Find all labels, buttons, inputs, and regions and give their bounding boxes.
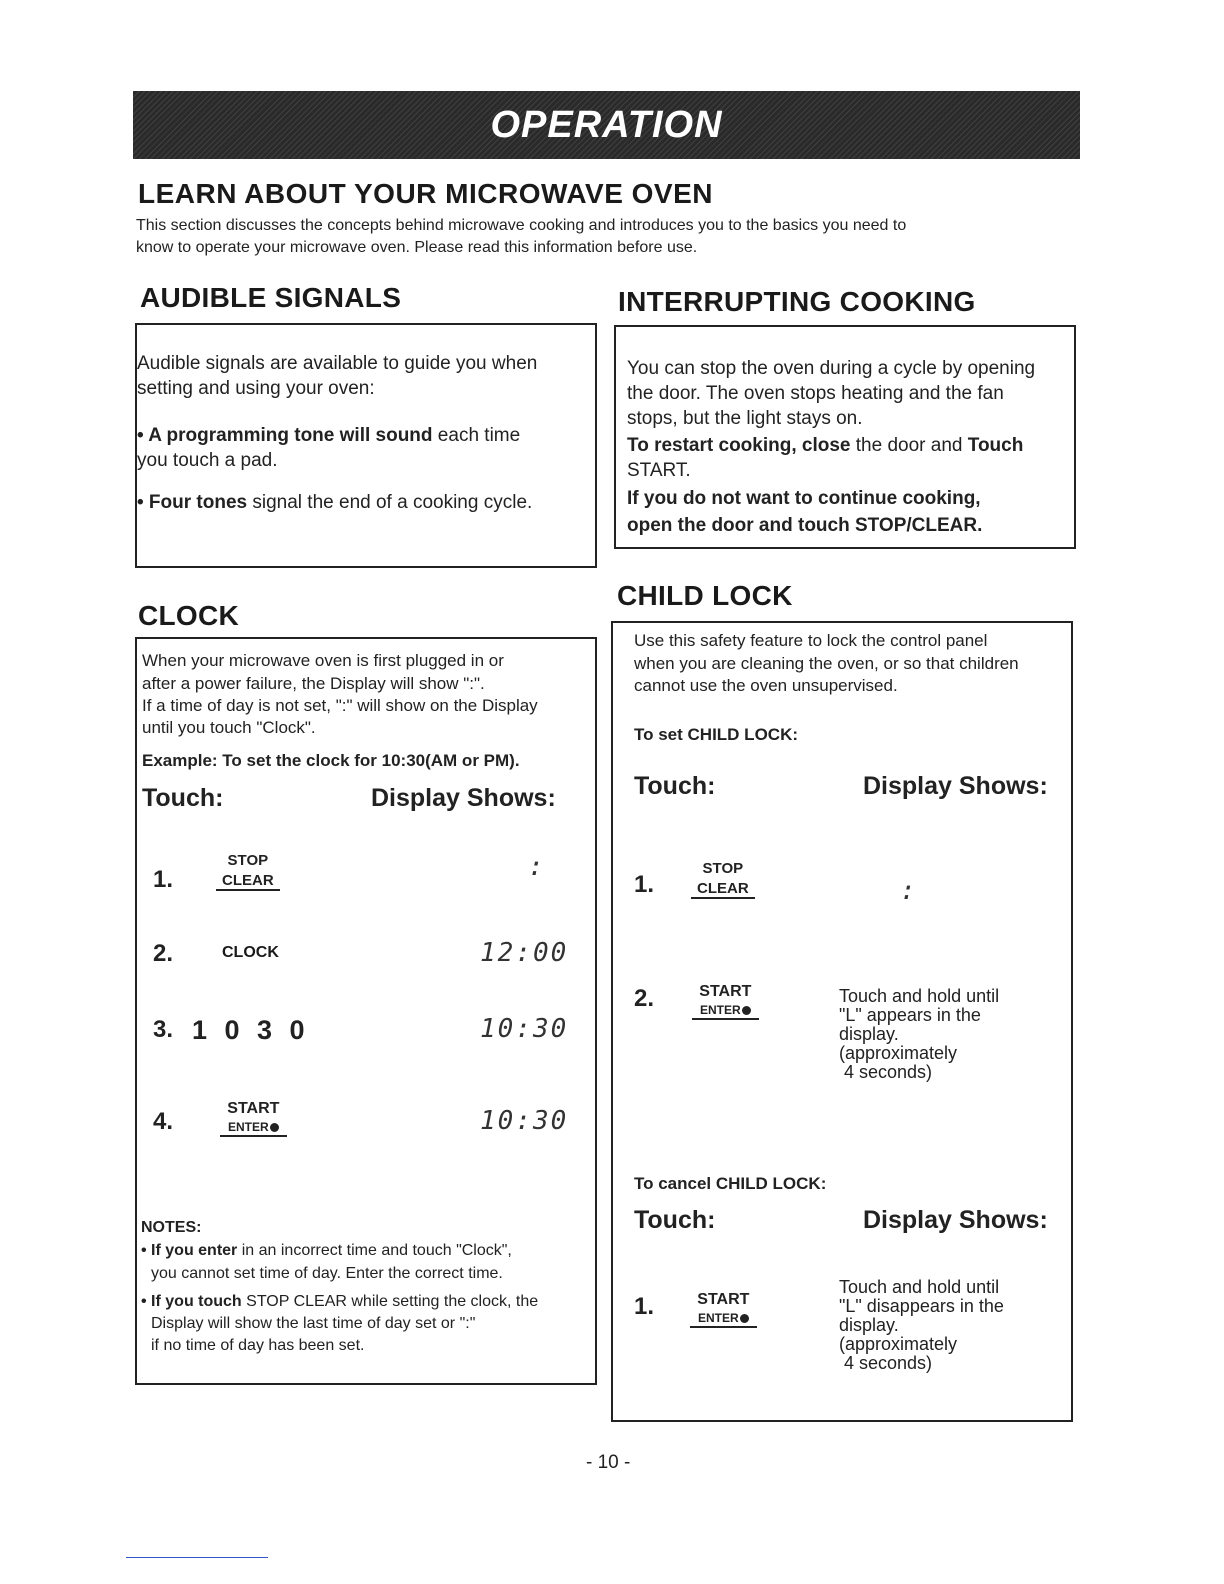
stop-label: STOP	[702, 860, 744, 877]
audible-bullet-2-bold: • Four tones	[137, 492, 248, 513]
audible-heading: AUDIBLE SIGNALS	[140, 282, 402, 313]
child-lock-heading: CHILD LOCK	[617, 580, 793, 611]
child-lock-intro-1: Use this safety feature to lock the control panel	[634, 631, 988, 650]
child-lock-cancel-touch-label: Touch:	[634, 1206, 716, 1234]
set-hold-line-5: 4 seconds)	[839, 1062, 933, 1082]
restart-touch: Touch	[967, 435, 1024, 456]
set-hold-line-4: (approximately	[839, 1043, 958, 1063]
child-lock-set-step-1-display: :	[900, 876, 918, 906]
child-lock-cancel-step-1-instructions	[839, 1278, 1004, 1373]
interrupting-line-3: stops, but the light stays on.	[627, 408, 863, 429]
child-lock-set-step-2-number: 2.	[634, 985, 655, 1012]
audible-bullet-1-rest: each time	[432, 425, 521, 446]
clock-step-3-digits: 1 0 3 0	[192, 1015, 305, 1045]
enter-label: ENTER	[698, 1311, 739, 1325]
clock-example: Example: To set the clock for 10:30(AM or PM).	[142, 751, 520, 770]
clock-step-3-number: 3.	[153, 1016, 174, 1043]
child-lock-set-start-enter-pad	[692, 983, 759, 1020]
note-2-line-3: if no time of day has been set.	[151, 1337, 365, 1354]
clear-label: CLEAR	[216, 872, 280, 891]
interrupting-cancel-line-1: If you do not want to continue cooking,	[627, 488, 981, 509]
set-hold-line-1: Touch and hold until	[839, 986, 1000, 1006]
clock-step-1-display: :	[528, 852, 546, 882]
clock-step-4-start-enter-pad	[220, 1100, 287, 1137]
clear-label: CLEAR	[691, 880, 755, 899]
note-2-line-2: Display will show the last time of day set or ":"	[151, 1315, 476, 1332]
cancel-hold-line-1: Touch and hold until	[839, 1277, 1000, 1297]
child-lock-display-label: Display Shows:	[863, 772, 1048, 800]
child-lock-set-step-1-number: 1.	[634, 871, 655, 898]
child-lock-set-stop-clear-pad	[691, 859, 755, 899]
enter-label: ENTER	[700, 1003, 741, 1017]
learn-intro-line-1: This section discusses the concepts behind microwave cooking and introduces you to the basics you need to	[136, 217, 907, 234]
lock-icon	[740, 1314, 749, 1323]
clock-step-2-number: 2.	[153, 940, 174, 967]
enter-label: ENTER	[228, 1120, 269, 1134]
child-lock-set-label: To set CHILD LOCK:	[634, 725, 799, 744]
child-lock-cancel-label: To cancel CHILD LOCK:	[634, 1174, 827, 1193]
start-label: START	[227, 1100, 280, 1117]
interrupting-line-2: the door. The oven stops heating and the fan	[627, 383, 1004, 404]
set-hold-line-2: "L" appears in the	[839, 1005, 981, 1025]
clock-step-4-display: 10:30	[480, 1106, 569, 1136]
child-lock-touch-label: Touch:	[634, 772, 716, 800]
clock-intro-3: If a time of day is not set, ":" will show on the Display	[142, 696, 538, 715]
audible-line-1: Audible signals are available to guide you when	[137, 353, 538, 374]
audible-bullet-1-bold: • A programming tone will sound	[137, 425, 433, 446]
child-lock-cancel-start-enter-pad	[690, 1291, 757, 1328]
clock-touch-label: Touch:	[142, 784, 224, 812]
cancel-hold-line-2: "L" disappears in the	[839, 1296, 1004, 1316]
note-1-bold: • If you enter	[141, 1242, 238, 1259]
learn-intro-line-2: know to operate your microwave oven. Please read this information before use.	[136, 239, 698, 256]
start-label: START	[699, 983, 752, 1000]
lock-icon	[742, 1006, 751, 1015]
banner-title: OPERATION	[490, 103, 723, 146]
clock-intro-2: after a power failure, the Display will show ":".	[142, 674, 485, 693]
interrupting-restart	[627, 433, 1023, 458]
clock-step-1-number: 1.	[153, 866, 174, 893]
restart-bold: To restart cooking, close	[627, 435, 851, 456]
cancel-hold-line-4: (approximately	[839, 1334, 958, 1354]
operation-banner	[133, 91, 1080, 159]
child-lock-cancel-step-1-number: 1.	[634, 1293, 655, 1320]
clock-intro-1: When your microwave oven is first plugged in or	[142, 651, 504, 670]
note-2-rest: STOP CLEAR while setting the clock, the	[241, 1293, 539, 1310]
note-2-bold: • If you touch	[141, 1293, 242, 1310]
child-lock-cancel-display-label: Display Shows:	[863, 1206, 1048, 1234]
set-hold-line-3: display.	[839, 1024, 899, 1044]
note-1	[141, 1239, 512, 1262]
interrupting-cancel-line-2: open the door and touch STOP/CLEAR.	[627, 515, 983, 536]
child-lock-intro-2: when you are cleaning the oven, or so that children	[634, 654, 1019, 673]
interrupting-heading: INTERRUPTING COOKING	[618, 286, 976, 317]
restart-mid: the door and	[850, 435, 968, 456]
clock-step-2-clock-pad: CLOCK	[222, 944, 279, 961]
clock-intro-4: until you touch "Clock".	[142, 718, 316, 737]
clock-step-4-number: 4.	[153, 1108, 174, 1135]
audible-bullet-1	[137, 423, 520, 448]
interrupting-line-1: You can stop the oven during a cycle by opening	[627, 358, 1036, 379]
audible-bullet-2-rest: signal the end of a cooking cycle.	[247, 492, 533, 513]
note-1-line-2: you cannot set time of day. Enter the correct time.	[151, 1265, 503, 1282]
clock-display-label: Display Shows:	[371, 784, 556, 812]
clock-heading: CLOCK	[138, 600, 240, 631]
lock-icon	[270, 1123, 279, 1132]
notes-label: NOTES:	[141, 1219, 202, 1236]
page-number: - 10 -	[586, 1452, 631, 1473]
child-lock-set-step-2-instructions	[839, 987, 999, 1082]
learn-heading: LEARN ABOUT YOUR MICROWAVE OVEN	[138, 178, 714, 209]
interrupting-start: START.	[627, 460, 691, 481]
note-2	[141, 1290, 538, 1313]
note-1-rest: in an incorrect time and touch "Clock",	[237, 1242, 512, 1259]
footer-rule	[126, 1557, 268, 1558]
clock-step-1-stop-clear-pad	[216, 851, 280, 891]
audible-line-2: setting and using your oven:	[137, 378, 375, 399]
child-lock-intro-3: cannot use the oven unsupervised.	[634, 676, 898, 695]
cancel-hold-line-3: display.	[839, 1315, 899, 1335]
audible-bullet-2	[137, 490, 532, 515]
cancel-hold-line-5: 4 seconds)	[839, 1353, 933, 1373]
clock-step-2-display: 12:00	[480, 938, 569, 968]
start-label: START	[697, 1291, 750, 1308]
audible-bullet-1-line-2: you touch a pad.	[137, 450, 278, 471]
clock-step-3-display: 10:30	[480, 1014, 569, 1044]
stop-label: STOP	[227, 852, 269, 869]
